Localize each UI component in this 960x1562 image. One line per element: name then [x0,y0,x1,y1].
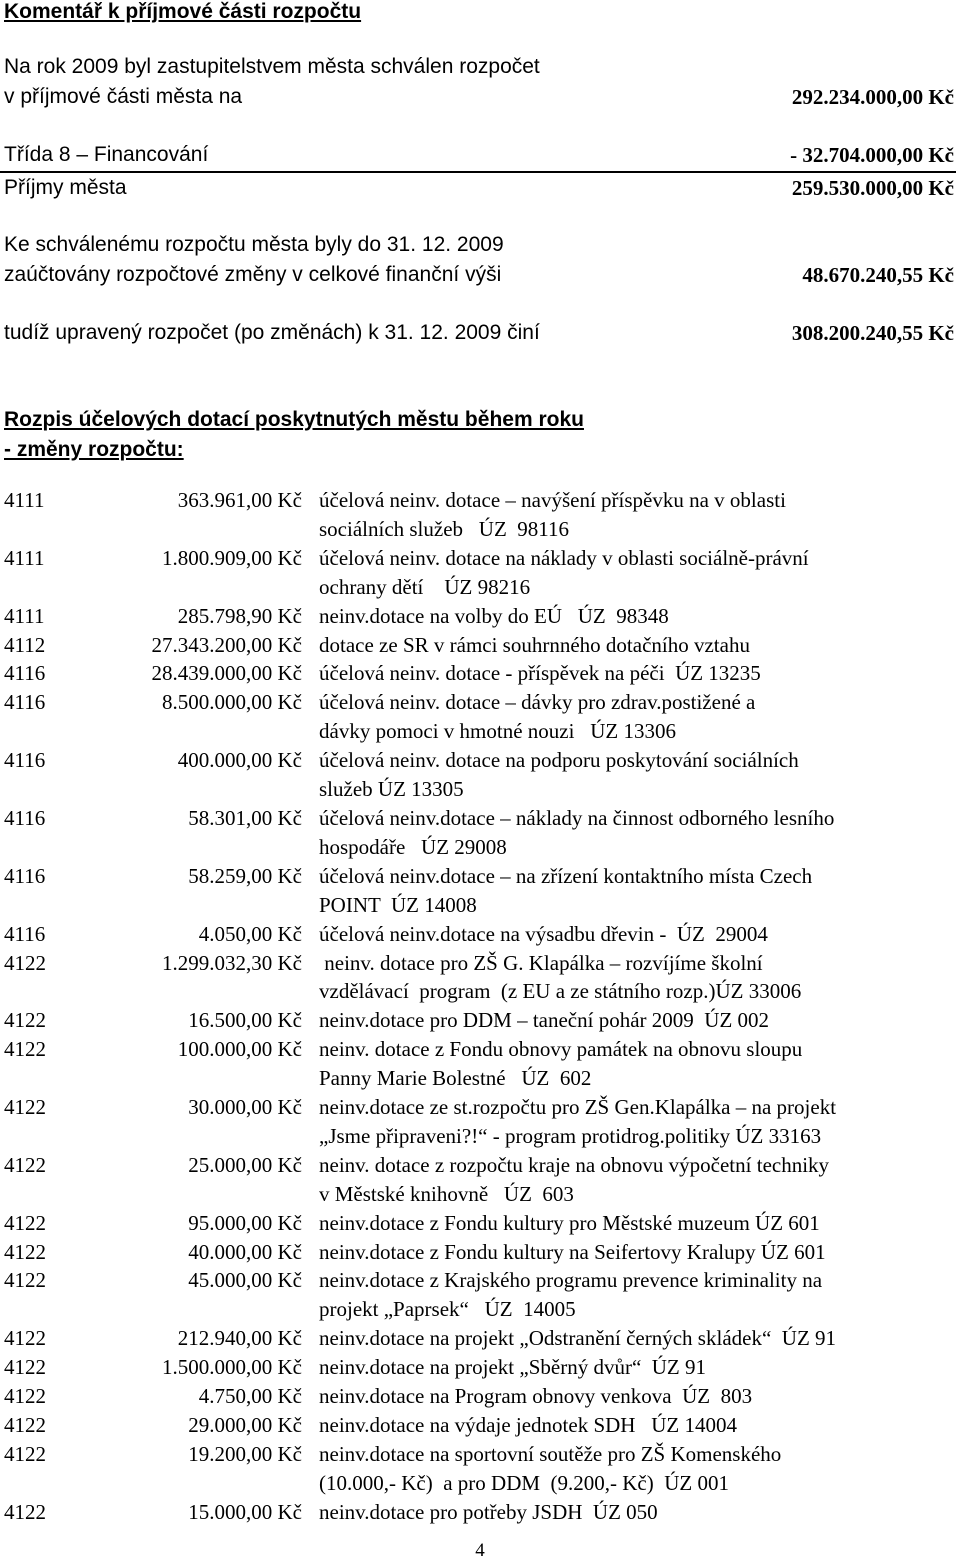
description-line: sociálních služeb ÚZ 98116 [319,516,570,541]
budget-item-code: 4116 [4,690,46,715]
subsidy-description [302,1209,919,1238]
budget-item-code: 4122 [4,1095,46,1120]
subsidy-row [0,1324,960,1353]
description-line: neinv.dotace na volby do EÚ ÚZ 98348 [319,603,669,628]
description-line: „Jsme připraveni?!“ - program protidrog.politiky ÚZ 33163 [319,1123,822,1148]
description-line: dávky pomoci v hmotné nouzi ÚZ 13306 [319,719,676,744]
subsidy-row [0,1006,960,1035]
budget-item-code: 4116 [4,805,46,830]
subsidy-amount: 45.000,00 Kč [188,1268,302,1293]
description-line: neinv.dotace na projekt „Odstranění černých skládek“ ÚZ 91 [319,1326,837,1351]
budget-item-code: 4116 [4,748,46,773]
subsidy-row [0,1266,960,1324]
description-line: neinv. dotace pro ZŠ G. Klapálka – rozvíjíme školní [319,950,763,975]
subsidy-row [0,602,960,631]
subsidy-description [302,544,919,602]
budget-item-code: 4116 [4,661,46,686]
subsidy-amount: 1.299.032,30 Kč [162,950,302,975]
subsidy-row [0,1209,960,1238]
subsidy-amount: 27.343.200,00 Kč [151,632,302,657]
description-line: neinv.dotace ze st.rozpočtu pro ZŠ Gen.Klapálka – na projekt [319,1095,837,1120]
subsidy-amount: 15.000,00 Kč [188,1499,302,1524]
subsidy-amount: 212.940,00 Kč [177,1326,302,1351]
subsidy-list [0,486,960,1527]
subsidy-row [0,1411,960,1440]
budget-item-code: 4122 [4,1499,46,1524]
subsidy-description [302,949,919,1007]
budget-item-code: 4116 [4,921,46,946]
subsidy-description [302,631,919,660]
subsidy-description [302,659,919,688]
income-label: Příjmy města [4,176,127,199]
description-line: neinv.dotace pro DDM – taneční pohár 2009 ÚZ 002 [319,1008,770,1033]
section-heading-line-2: - změny rozpočtu: [4,438,184,461]
subsidy-description [302,862,919,920]
budget-item-code: 4111 [4,488,45,512]
description-line: neinv.dotace na výdaje jednotek SDH ÚZ 14004 [319,1413,737,1437]
subsidy-description [302,1035,919,1093]
budget-item-code: 4111 [4,603,45,628]
budget-item-code: 4122 [4,1326,46,1351]
subsidy-row [0,631,960,660]
approved-amount: 292.234.000,00 Kč [791,85,954,109]
class8-amount: - 32.704.000,00 Kč [790,143,954,167]
description-line: neinv.dotace z Fondu kultury na Seifertovy Kralupy ÚZ 601 [319,1239,826,1264]
budget-item-code: 4122 [4,1008,46,1033]
summary-line-1: Na rok 2009 byl zastupitelstvem města schválen rozpočet [4,55,540,78]
description-line: účelová neinv.dotace na výsadbu dřevin - ÚZ 29004 [319,921,768,946]
description-line: neinv.dotace na sportovní soutěže pro ZŠ Komenského [319,1441,782,1466]
subsidy-row [0,1382,960,1411]
description-line: neinv.dotace na Program obnovy venkova ÚZ 803 [319,1384,753,1409]
budget-item-code: 4122 [4,1037,46,1062]
budget-item-code: 4122 [4,1413,46,1437]
subsidy-amount: 8.500.000,00 Kč [162,690,302,715]
description-line: neinv.dotace z Fondu kultury pro Městské muzeum ÚZ 601 [319,1210,820,1235]
subsidy-row [0,862,960,920]
page-title: Komentář k příjmové části rozpočtu [4,0,362,23]
subsidy-amount: 4.750,00 Kč [198,1384,302,1409]
description-line: účelová neinv. dotace na podporu poskytování sociálních [319,748,799,773]
description-line: (10.000,- Kč) a pro DDM (9.200,- Kč) ÚZ 001 [319,1470,729,1495]
subsidy-description [302,1006,919,1035]
subsidy-description [302,1238,919,1267]
subsidy-amount: 100.000,00 Kč [177,1037,302,1062]
subsidy-description [302,804,919,862]
description-line: účelová neinv. dotace – dávky pro zdrav.postižené a [319,690,756,715]
subsidy-description [302,1382,919,1411]
subsidy-row [0,688,960,746]
adjusted-label: tudíž upravený rozpočet (po změnách) k 31. 12. 2009 činí [4,321,540,344]
budget-item-code: 4122 [4,1268,46,1293]
subsidy-row [0,1151,960,1209]
subsidy-row [0,1093,960,1151]
subsidy-description [302,1498,919,1527]
description-line: vzdělávací program (z EU a ze státního rozp.)ÚZ 33006 [319,979,802,1004]
subsidy-amount: 30.000,00 Kč [188,1095,302,1120]
description-line: účelová neinv. dotace - příspěvek na péči ÚZ 13235 [319,661,761,686]
subsidy-description [302,1353,919,1382]
description-line: neinv. dotace z rozpočtu kraje na obnovu výpočetní techniky [319,1152,830,1177]
budget-item-code: 4122 [4,1210,46,1235]
description-line: v Městské knihovně ÚZ 603 [319,1181,574,1206]
subsidy-row [0,804,960,862]
subsidy-amount: 1.800.909,00 Kč [162,545,302,570]
subsidy-description [302,1151,919,1209]
subsidy-amount: 19.200,00 Kč [188,1441,302,1466]
subsidy-amount: 58.259,00 Kč [188,863,302,888]
subsidy-row [0,544,960,602]
subsidy-row [0,1353,960,1382]
description-line: Panny Marie Bolestné ÚZ 602 [319,1066,592,1091]
subsidy-description [302,746,919,804]
page-number: 4 [475,1540,485,1561]
description-line: projekt „Paprsek“ ÚZ 14005 [319,1297,576,1322]
subsidy-description [302,1093,919,1151]
subsidy-amount: 25.000,00 Kč [188,1152,302,1177]
subsidy-description [302,920,919,949]
budget-item-code: 4122 [4,1239,46,1264]
budget-item-code: 4122 [4,950,46,975]
subsidy-row [0,486,960,544]
subsidy-row [0,1238,960,1267]
summary-line-2: v příjmové části města na [4,85,243,108]
description-line: služeb ÚZ 13305 [319,777,464,802]
subsidy-description [302,1324,919,1353]
subsidy-description [302,1266,919,1324]
description-line: neinv.dotace na projekt „Sběrný dvůr“ ÚZ 91 [319,1355,707,1380]
subsidy-row [0,1035,960,1093]
subsidy-description [302,486,919,544]
subsidy-row [0,949,960,1007]
subsidy-row [0,920,960,949]
description-line: neinv.dotace z Krajského programu prevence kriminality na [319,1268,823,1293]
subsidy-description [302,1411,919,1440]
budget-item-code: 4122 [4,1152,46,1177]
description-line: účelová neinv.dotace – na zřízení kontaktního místa Czech [319,863,813,888]
subsidy-amount: 363.961,00 Kč [177,488,302,512]
subsidy-row [0,659,960,688]
budget-item-code: 4122 [4,1384,46,1409]
description-line: dotace ze SR v rámci souhrnného dotačního vztahu [319,632,750,657]
subsidy-amount: 400.000,00 Kč [177,748,302,773]
budget-item-code: 4122 [4,1441,46,1466]
subsidy-amount: 1.500.000,00 Kč [162,1355,302,1380]
budget-item-code: 4111 [4,545,45,570]
change-line-2: zaúčtovány rozpočtové změny v celkové finanční výši [4,263,502,286]
subsidy-row [0,746,960,804]
subsidy-amount: 58.301,00 Kč [188,805,302,830]
description-line: POINT ÚZ 14008 [319,892,477,917]
subsidy-amount: 4.050,00 Kč [198,921,302,946]
description-line: hospodáře ÚZ 29008 [319,834,507,859]
income-amount: 259.530.000,00 Kč [791,176,954,200]
subsidy-amount: 16.500,00 Kč [188,1008,302,1033]
description-line: účelová neinv. dotace na náklady v oblasti sociálně-právní [319,545,809,570]
budget-item-code: 4122 [4,1355,46,1380]
section-heading-line-1: Rozpis účelových dotací poskytnutých městu během roku [4,408,584,431]
subsidy-amount: 40.000,00 Kč [188,1239,302,1264]
subsidy-amount: 29.000,00 Kč [188,1413,302,1437]
description-line: neinv. dotace z Fondu obnovy památek na obnovu sloupu [319,1037,803,1062]
subsidy-amount: 28.439.000,00 Kč [151,661,302,686]
subsidy-description [302,602,919,631]
subsidy-amount: 285.798,90 Kč [177,603,302,628]
subsidy-row [0,1440,960,1498]
class8-label: Třída 8 – Financování [4,143,209,166]
description-line: účelová neinv.dotace – náklady na činnost odborného lesního [319,805,835,830]
change-amount: 48.670.240,55 Kč [802,263,954,287]
adjusted-amount: 308.200.240,55 Kč [791,321,954,345]
subsidy-description [302,1440,919,1498]
subsidy-amount: 95.000,00 Kč [188,1210,302,1235]
description-line: účelová neinv. dotace – navýšení příspěvku na v oblasti [319,488,786,512]
subsidy-description [302,688,919,746]
budget-item-code: 4116 [4,863,46,888]
subsidy-row [0,1498,960,1527]
description-line: ochrany dětí ÚZ 98216 [319,574,531,599]
description-line: neinv.dotace pro potřeby JSDH ÚZ 050 [319,1499,658,1524]
budget-item-code: 4112 [4,632,46,657]
change-line-1: Ke schválenému rozpočtu města byly do 31. 12. 2009 [4,233,504,256]
